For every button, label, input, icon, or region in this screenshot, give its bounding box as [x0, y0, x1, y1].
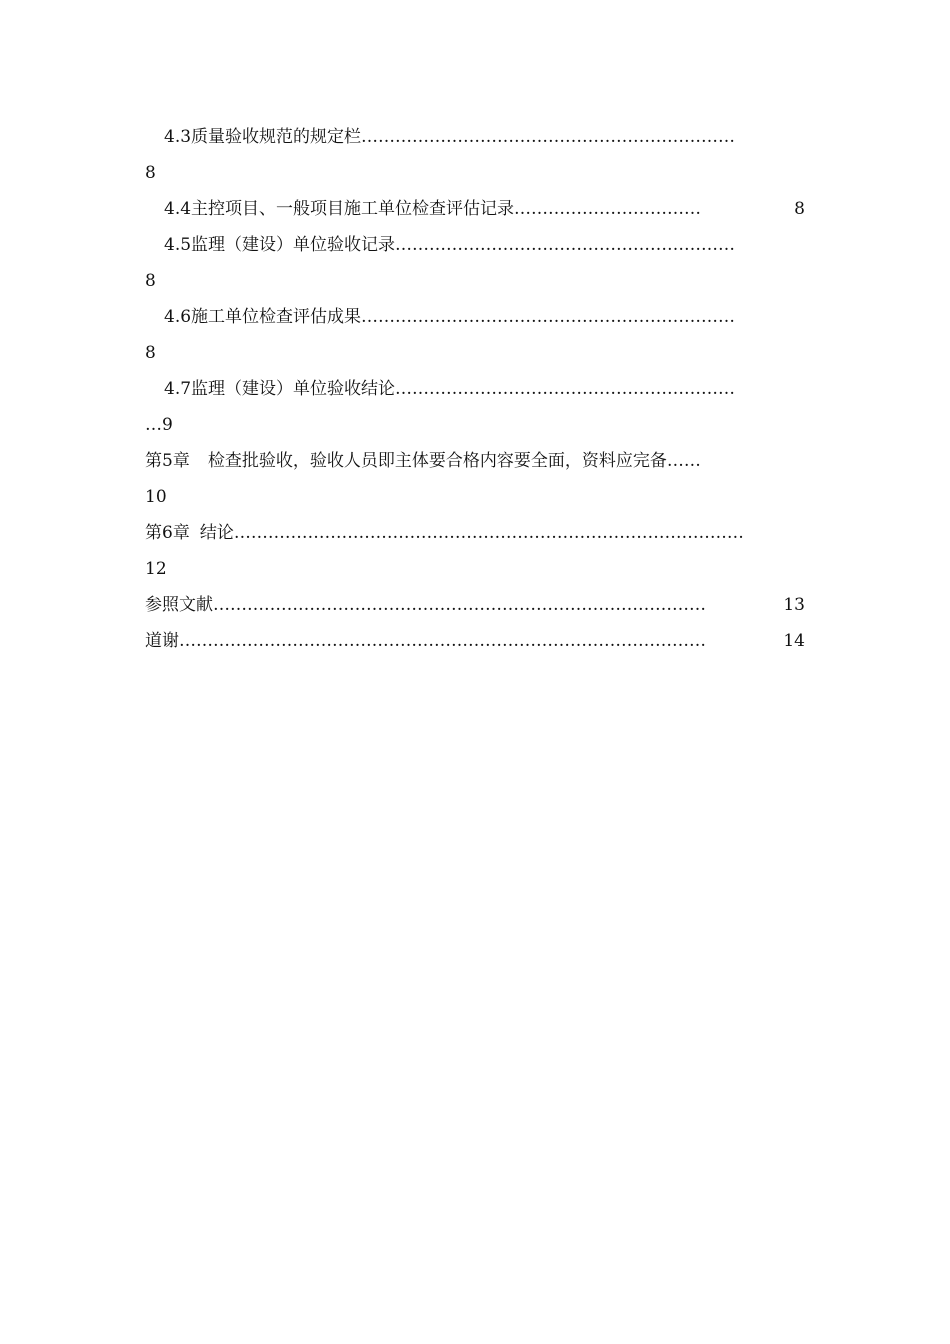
toc-leader: ……………………………………………………	[395, 379, 736, 399]
toc-entry-acknowledgements[interactable]	[145, 626, 805, 662]
toc-chapter-number: 第6章	[145, 523, 190, 543]
toc-entry-page-line	[145, 338, 805, 374]
toc-entry-4-5[interactable]	[145, 230, 805, 266]
toc-chapter-number: 第5章	[145, 451, 190, 471]
toc-entry-4-4[interactable]	[145, 194, 805, 230]
toc-entry-page: …9	[145, 415, 173, 435]
table-of-contents	[145, 122, 805, 662]
toc-entry-page-line	[145, 410, 805, 446]
toc-entry-page: 8	[145, 343, 156, 363]
toc-leader: ……………………………………………………………………………	[213, 595, 706, 615]
toc-entry-page: 13	[783, 595, 805, 615]
toc-entry-page: 10	[145, 487, 167, 507]
toc-entry-page: 8	[145, 271, 156, 291]
toc-entry-4-6[interactable]	[145, 302, 805, 338]
toc-leader: ……………………………………………………	[395, 235, 736, 255]
toc-entry-label: 4.3质量验收规范的规定栏	[164, 127, 362, 147]
toc-leader: …………………………………………………………………………………	[179, 631, 706, 651]
toc-entry-chapter-6[interactable]	[145, 518, 805, 554]
toc-entry-label: 结论	[199, 523, 234, 543]
toc-entry-label: 道谢	[145, 631, 179, 651]
toc-entry-label: 参照文献	[145, 595, 213, 615]
toc-entry-page-line	[145, 482, 805, 518]
toc-entry-label: 4.5监理（建设）单位验收记录	[164, 235, 396, 255]
toc-leader: ……………………………	[514, 199, 702, 219]
toc-entry-page: 14	[783, 631, 805, 651]
toc-entry-page-line	[145, 266, 805, 302]
toc-entry-label: 检查批验收，验收人员即主体要合格内容要全面，资料应完备	[207, 451, 667, 471]
toc-entry-label: 4.6施工单位检查评估成果	[164, 307, 362, 327]
toc-entry-chapter-5[interactable]	[145, 446, 805, 482]
toc-leader: …………………………………………………………	[361, 307, 736, 327]
toc-entry-page-line	[145, 158, 805, 194]
toc-entry-references[interactable]	[145, 590, 805, 626]
toc-entry-4-3[interactable]	[145, 122, 805, 158]
toc-leader: ……	[666, 451, 701, 471]
toc-entry-label: 4.7监理（建设）单位验收结论	[164, 379, 396, 399]
toc-entry-page-line	[145, 554, 805, 590]
toc-entry-label: 4.4主控项目、一般项目施工单位检查评估记录	[164, 199, 515, 219]
toc-leader: …………………………………………………………	[361, 127, 736, 147]
toc-entry-page: 8	[145, 163, 156, 183]
toc-entry-4-7[interactable]	[145, 374, 805, 410]
toc-leader: ………………………………………………………………………………	[233, 523, 744, 543]
toc-entry-page: 8	[794, 199, 805, 219]
toc-entry-page: 12	[145, 559, 167, 579]
